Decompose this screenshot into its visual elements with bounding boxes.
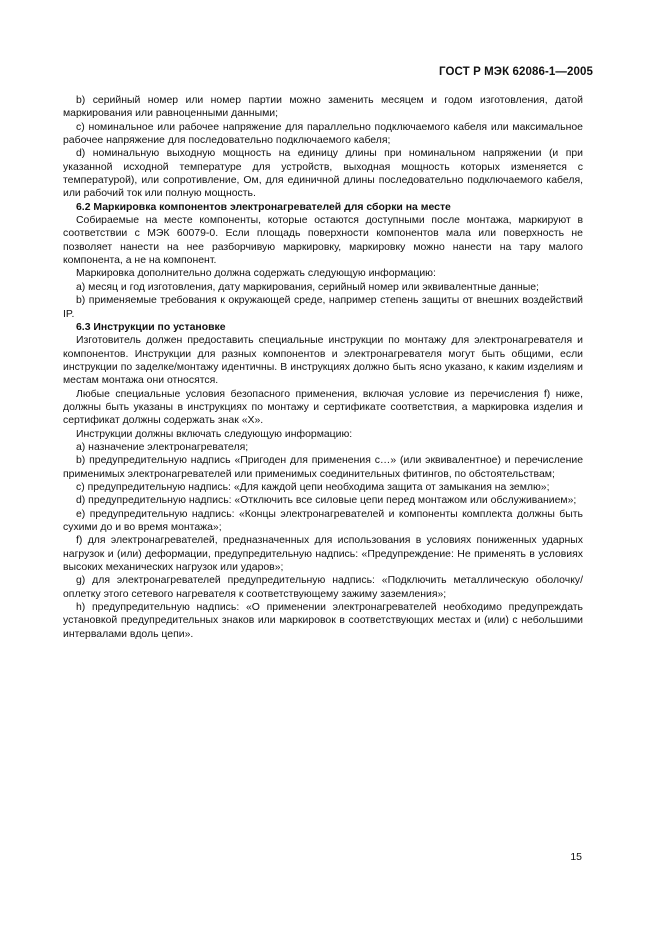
list-item: a) назначение электронагревателя;: [76, 441, 249, 453]
body-paragraph: c) номинальное или рабочее напряжение для параллельно подключаемого кабеля или максимальное рабочее напряжение для последовательно подключаемого кабеля;: [63, 121, 583, 147]
document-code-header: ГОСТ Р МЭК 62086-1—2005: [439, 66, 593, 78]
section-heading-6-2: 6.2 Маркировка компонентов электронагревателей для сборки на месте: [76, 201, 451, 213]
list-item: g) для электронагревателей предупредительную надпись: «Подключить металлическую оболочку/оплетку этого сетевого нагревателя к соответствующему зажиму заземления»;: [63, 575, 583, 600]
body-paragraph: Маркировка дополнительно должна содержать следующую информацию:: [76, 268, 436, 280]
document-body: [63, 94, 583, 641]
body-paragraph: Собираемые на месте компоненты, которые остаются доступными после монтажа, маркируют в соответствии с МЭК 60079-0. Если площадь поверхности компонентов мала или поверхность не позволяет нанести на нее разборчивую маркировку, маркировку можно нанести на тару малого компонента, а не на компонент.: [63, 215, 583, 267]
list-item: d) предупредительную надпись: «Отключить все силовые цепи перед монтажом или обслуживанием»;: [76, 495, 577, 507]
list-item: e) предупредительную надпись: «Концы электронагревателей и компоненты комплекта должны быть сухими до и во время монтажа»;: [63, 508, 583, 533]
body-paragraph: Инструкции должны включать следующую информацию:: [76, 428, 353, 440]
list-item: h) предупредительную надпись: «О применении электронагревателей необходимо предупреждать установкой предупредительных знаков или маркировок в соответствующих местах и (или) с небольшими интервалами вдоль цепи».: [63, 602, 583, 640]
list-item: f) для электронагревателей, предназначенных для использования в условиях пониженных ударных нагрузок и (или) деформации, предупредительную надпись: «Предупреждение: Не применять в условиях высоких механических нагрузок или ударов»;: [63, 535, 583, 574]
list-item: b) предупредительную надпись «Пригоден для применения с…» (или эквивалентное) и перечисление применимых электронагревателей или применимых соединительных фитингов, по обстоятельствам;: [63, 455, 583, 480]
list-item: c) предупредительную надпись: «Для каждой цепи необходима защита от замыкания на землю»;: [76, 481, 550, 493]
page-number: 15: [570, 851, 582, 863]
body-paragraph: d) номинальную выходную мощность на единицу длины при номинальном напряжении (и при указанной исходной температуре для устройств, выходная мощность которых изменяется с температурой), или сопротивление, Ом, для единичной длины последовательно подключаемого кабеля, или рабочий ток или полную мощность.: [63, 148, 583, 200]
list-item: b) применяемые требования к окружающей среде, например степень защиты от внешних воздействий IP.: [63, 295, 583, 320]
section-heading-6-3: 6.3 Инструкции по установке: [76, 321, 226, 333]
body-paragraph: Любые специальные условия безопасного применения, включая условие из перечисления f) ниже, должны быть указаны в инструкциях по монтажу и сертификате соответствия, а маркировка изделия и сертификат должны содержать знак «X».: [63, 388, 583, 427]
body-paragraph: Изготовитель должен предоставить специальные инструкции по монтажу для электронагревателя и компонентов. Инструкции для разных компонентов и электронагревателя могут быть общими, если инструкции по заделке/монтажу идентичны. В инструкциях должно быть ясно указано, к каким изделиям и местам монтажа они относятся.: [63, 335, 583, 387]
list-item: a) месяц и год изготовления, дату маркирования, серийный номер или эквивалентные данные;: [76, 281, 539, 293]
body-paragraph: b) серийный номер или номер партии можно заменить месяцем и годом изготовления, датой маркирования или равноценными данными;: [63, 95, 583, 120]
